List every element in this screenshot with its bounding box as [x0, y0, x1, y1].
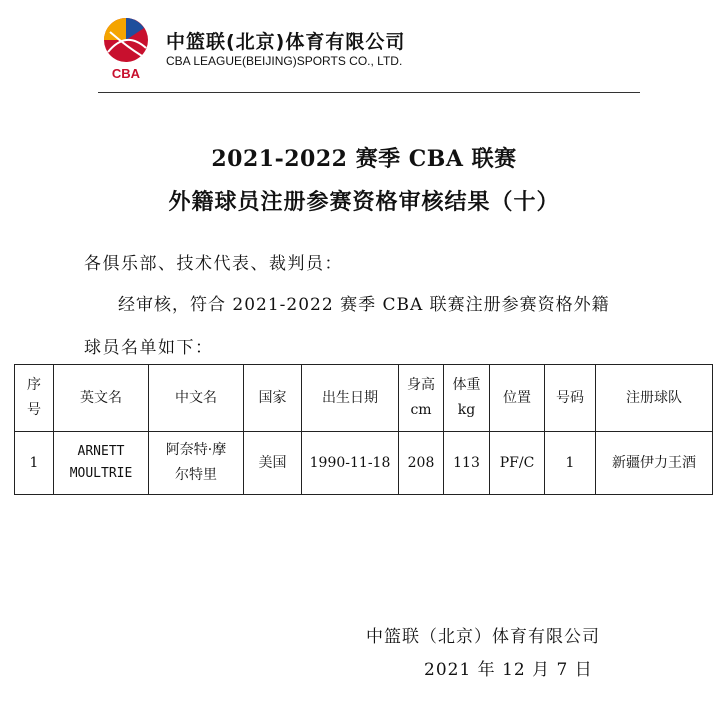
header-seq: 序 号 — [15, 365, 54, 432]
salutation: 各俱乐部、技术代表、裁判员： — [84, 254, 343, 274]
header-english-name: 英文名 — [54, 365, 149, 432]
body-text-line2: 球员名单如下： — [84, 338, 214, 358]
body-text-line1: 经审核，符合 2021-2022 赛季 CBA 联赛注册参赛资格外籍 — [118, 295, 610, 315]
header-country: 国家 — [244, 365, 302, 432]
cell-team: 新疆伊力王酒 — [596, 432, 713, 495]
header-weight: 体重 kg — [444, 365, 490, 432]
header-height: 身高 cm — [399, 365, 444, 432]
cell-number: 1 — [545, 432, 596, 495]
company-name-en: CBA LEAGUE(BEIJING)SPORTS CO., LTD. — [166, 54, 403, 68]
signature-date: 2021 年 12 月 7 日 — [424, 660, 593, 680]
document-title-line1: 2021-2022 赛季 CBA 联赛 — [211, 146, 517, 172]
document-title-line2: 外籍球员注册参赛资格审核结果（十） — [168, 189, 560, 215]
cell-position: PF/C — [490, 432, 545, 495]
cba-logo — [96, 12, 156, 82]
cell-height: 208 — [399, 432, 444, 495]
table-header-row — [15, 365, 713, 432]
company-name-cn: 中篮联(北京)体育有限公司 — [166, 31, 406, 53]
cba-logo-text: CBA — [111, 66, 141, 81]
header-divider — [98, 92, 640, 93]
cell-english-name: ARNETT MOULTRIE — [54, 432, 149, 495]
header-team: 注册球队 — [596, 365, 713, 432]
player-table — [14, 364, 713, 495]
letterhead — [96, 12, 656, 94]
signature-company: 中篮联（北京）体育有限公司 — [366, 627, 600, 647]
header-birth-date: 出生日期 — [302, 365, 399, 432]
cell-country: 美国 — [244, 432, 302, 495]
cell-seq: 1 — [15, 432, 54, 495]
cell-weight: 113 — [444, 432, 490, 495]
cell-birth-date: 1990-11-18 — [302, 432, 399, 495]
table-row — [15, 432, 713, 495]
cell-chinese-name: 阿奈特·摩 尔特里 — [149, 432, 244, 495]
header-number: 号码 — [545, 365, 596, 432]
header-chinese-name: 中文名 — [149, 365, 244, 432]
header-position: 位置 — [490, 365, 545, 432]
